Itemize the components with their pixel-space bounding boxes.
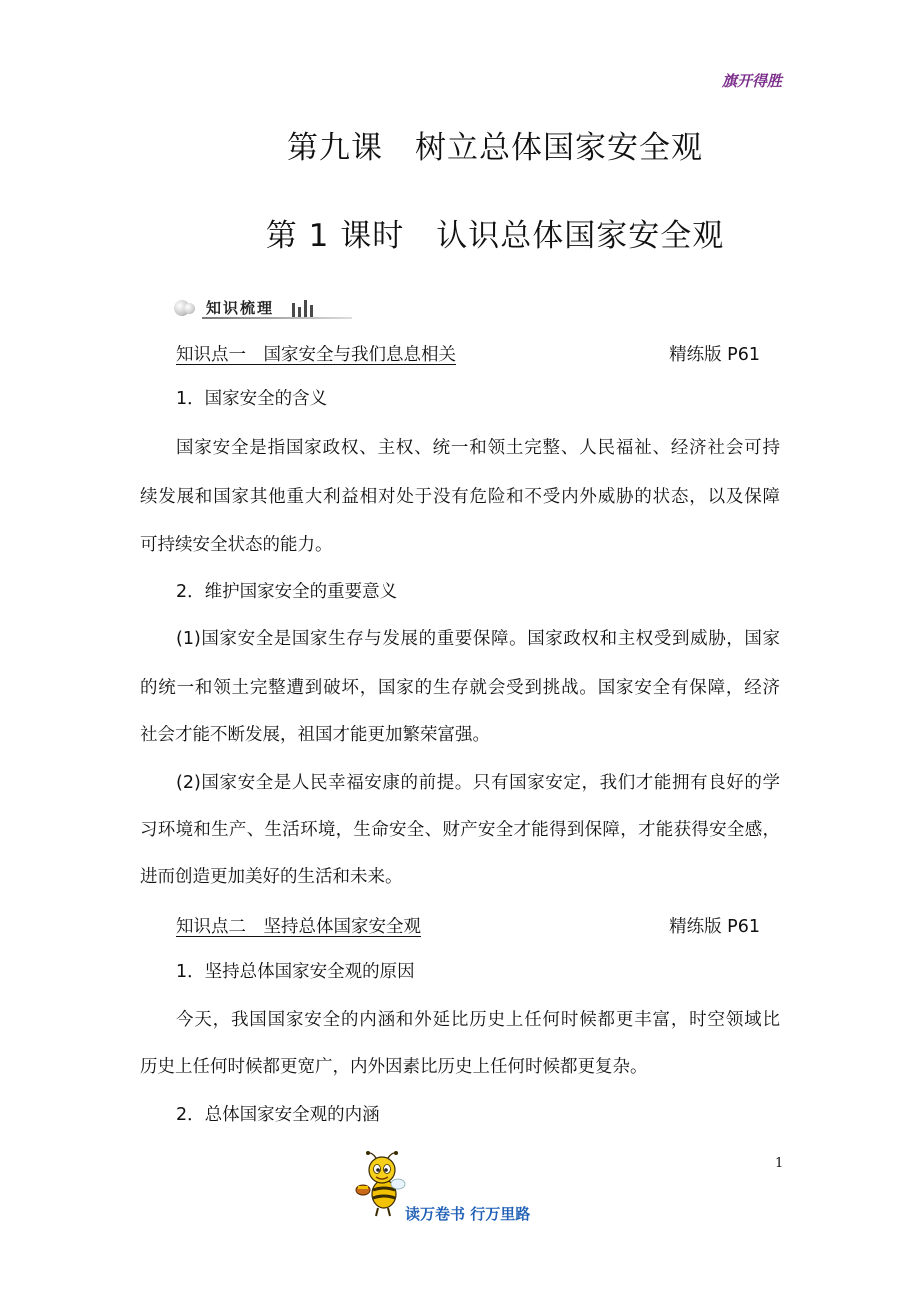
- kp1-heading-1: 1．国家安全的含义: [176, 389, 328, 409]
- knowledge-point-2-title: 知识点二 坚持总体国家安全观: [176, 917, 421, 937]
- kp1-para2-line-2: 的统一和领土完整遭到破坏，国家的生存就会受到挑战。国家安全有保障，经济: [140, 678, 780, 698]
- badge-underline: [202, 317, 352, 319]
- kp1-para3-line-2: 习环境和生产、生活环境，生命安全、财产安全才能得到保障，才能获得安全感，: [140, 820, 780, 840]
- kp1-para2-line-1: (1)国家安全是国家生存与发展的重要保障。国家政权和主权受到威胁，国家: [176, 629, 780, 649]
- kp2-heading-1: 1．坚持总体国家安全观的原因: [176, 962, 415, 982]
- lesson-title: 第九课 树立总体国家安全观: [287, 130, 703, 166]
- kp1-para1-line-3: 可持续安全状态的能力。: [140, 535, 333, 555]
- footer-slogan: 读万卷书 行万里路: [405, 1205, 531, 1223]
- kp1-para2-line-3: 社会才能不断发展，祖国才能更加繁荣富强。: [140, 725, 490, 745]
- section-badge: [174, 296, 354, 320]
- kp1-para1-line-2: 续发展和国家其他重大利益相对处于没有危险和不受内外威胁的状态，以及保障: [140, 487, 780, 507]
- kp2-heading-2: 2．总体国家安全观的内涵: [176, 1105, 380, 1125]
- kp1-para1-line-1: 国家安全是指国家政权、主权、统一和领土完整、人民福祉、经济社会可持: [176, 438, 780, 458]
- kp1-heading-2: 2．维护国家安全的重要意义: [176, 582, 398, 602]
- page-number: 1: [775, 1156, 784, 1171]
- kp1-para3-line-3: 进而创造更加美好的生活和未来。: [140, 867, 403, 887]
- kp1-para3-line-1: (2)国家安全是人民幸福安康的前提。只有国家安定，我们才能拥有良好的学: [176, 773, 780, 793]
- bee-mascot-icon: [354, 1150, 406, 1220]
- knowledge-point-2-ref: 精练版 P61: [669, 917, 760, 937]
- knowledge-point-1-title: 知识点一 国家安全与我们息息相关: [176, 345, 456, 365]
- section-badge-label: 知识梳理: [206, 299, 275, 317]
- badge-bars-icon: [292, 300, 352, 317]
- session-title: 第 1 课时 认识总体国家安全观: [265, 218, 725, 254]
- knowledge-point-1-ref: 精练版 P61: [669, 345, 760, 365]
- header-brand: 旗开得胜: [721, 72, 782, 90]
- kp2-para1-line-1: 今天，我国国家安全的内涵和外延比历史上任何时候都更丰富，时空领域比: [176, 1010, 780, 1030]
- badge-ball-small-icon: [184, 303, 195, 314]
- kp2-para1-line-2: 历史上任何时候都更宽广，内外因素比历史上任何时候都更复杂。: [140, 1057, 648, 1077]
